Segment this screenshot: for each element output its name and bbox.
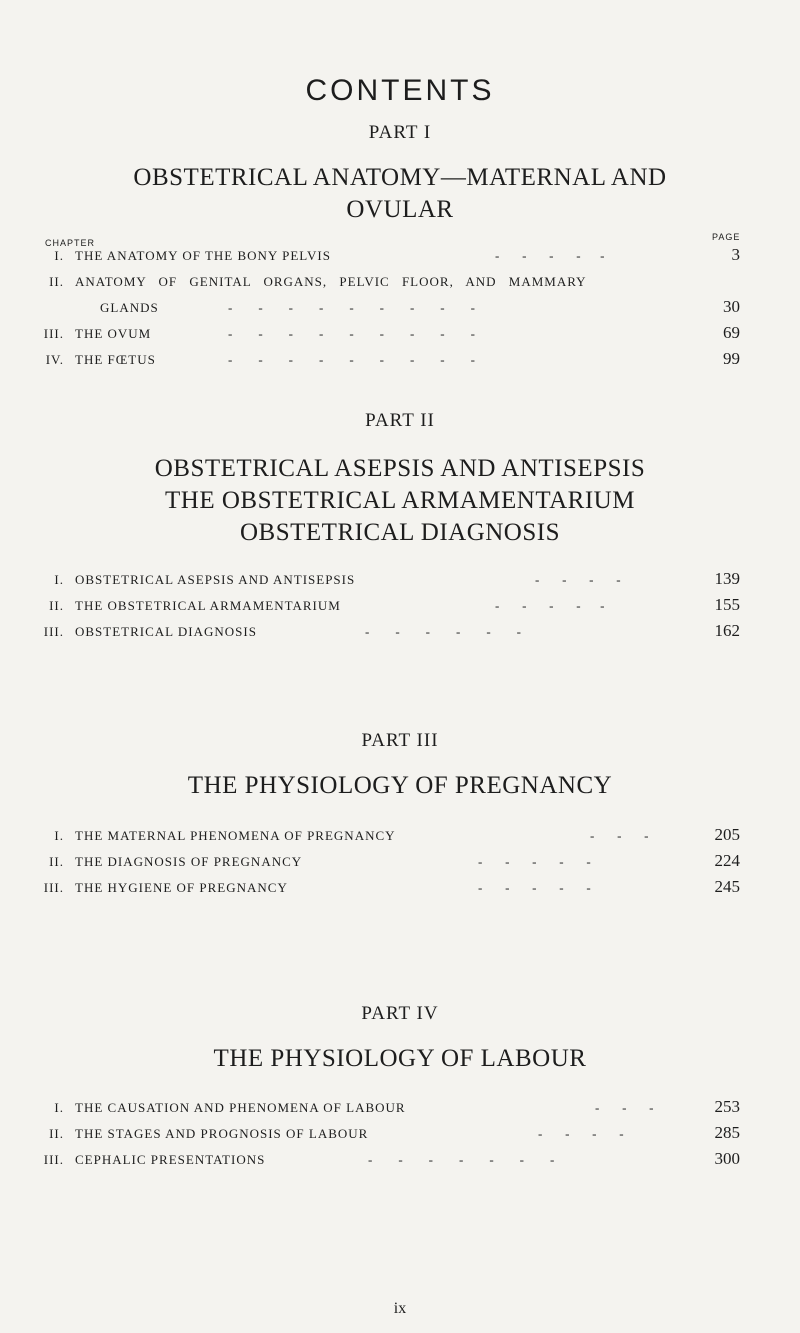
toc-entry[interactable] xyxy=(0,274,800,298)
chapter-number: I. xyxy=(54,1100,64,1115)
toc-entry[interactable] xyxy=(0,349,800,376)
chapter-number: III. xyxy=(43,1152,64,1167)
chapter-title: CEPHALIC PRESENTATIONS xyxy=(75,1152,266,1167)
chapter-number: II. xyxy=(49,274,64,289)
chapter-title: THE OBSTETRICAL ARMAMENTARIUM xyxy=(75,598,341,613)
part-title-line: THE OBSTETRICAL ARMAMENTARIUM xyxy=(165,487,635,514)
chapter-title: THE MATERNAL PHENOMENA OF PREGNANCY xyxy=(75,828,396,843)
page-number: 285 xyxy=(714,1123,740,1142)
toc-entry[interactable] xyxy=(0,595,800,622)
chapter-column-header: CHAPTER xyxy=(45,238,96,248)
chapter-number: I. xyxy=(54,828,64,843)
part-title-line: OVULAR xyxy=(346,196,454,223)
toc-entry[interactable] xyxy=(0,825,800,852)
chapter-title: ANATOMY OF GENITAL ORGANS, PELVIC FLOOR, AND MAMMARY xyxy=(75,274,587,289)
leader-dots: - - - - - - - - - xyxy=(228,300,475,315)
page-number: 205 xyxy=(714,825,740,844)
page-number: 139 xyxy=(714,569,740,588)
page-number: 3 xyxy=(731,245,740,264)
chapter-title: OBSTETRICAL ASEPSIS AND ANTISEPSIS xyxy=(75,572,356,587)
chapter-number: I. xyxy=(54,248,64,263)
page-title: CONTENTS xyxy=(305,74,495,107)
chapter-number: I. xyxy=(54,572,64,587)
part-label: PART I xyxy=(368,122,432,143)
page-number: 245 xyxy=(714,877,740,896)
part-label: PART II xyxy=(365,410,435,431)
chapter-title: THE STAGES AND PROGNOSIS OF LABOUR xyxy=(75,1126,369,1141)
part-title-line: THE PHYSIOLOGY OF LABOUR xyxy=(213,1045,587,1072)
toc-entry[interactable] xyxy=(0,569,800,596)
page-number: 253 xyxy=(714,1097,740,1116)
chapter-title: THE CAUSATION AND PHENOMENA OF LABOUR xyxy=(75,1100,406,1115)
page-number: 155 xyxy=(714,595,740,614)
chapter-title: THE OVUM xyxy=(75,326,152,341)
part-label: PART III xyxy=(361,730,439,751)
leader-dots: - - - - - - xyxy=(365,624,521,639)
toc-entry-continuation[interactable] xyxy=(0,297,800,324)
chapter-title: THE DIAGNOSIS OF PREGNANCY xyxy=(75,854,303,869)
page-number: 99 xyxy=(723,349,740,368)
page-column-header: PAGE xyxy=(712,232,741,242)
toc-entry[interactable] xyxy=(0,1097,800,1124)
chapter-number: III. xyxy=(43,880,64,895)
folio-page-number: ix xyxy=(393,1300,407,1317)
chapter-number: II. xyxy=(49,1126,64,1141)
part-title xyxy=(0,162,800,226)
leader-dots: - - - - - - - - - xyxy=(228,326,475,341)
chapter-number: II. xyxy=(49,598,64,613)
leader-dots: - - - - - - - - - xyxy=(228,352,475,367)
part-title-line: OBSTETRICAL ANATOMY—MATERNAL AND xyxy=(133,164,667,191)
leader-dots: - - - - - - - xyxy=(368,1152,555,1167)
part-title xyxy=(0,453,800,549)
leader-dots: - - - - - xyxy=(495,598,605,613)
page-number: 300 xyxy=(714,1149,740,1168)
toc-entry[interactable] xyxy=(0,323,800,350)
leader-dots: - - - - xyxy=(538,1126,624,1141)
part-title xyxy=(0,1043,800,1075)
page-number: 30 xyxy=(723,297,740,316)
chapter-title: OBSTETRICAL DIAGNOSIS xyxy=(75,624,257,639)
toc-entry[interactable] xyxy=(0,851,800,878)
leader-dots: - - - - xyxy=(535,572,621,587)
toc-entry[interactable] xyxy=(0,1123,800,1150)
toc-entry[interactable] xyxy=(0,245,800,272)
part-title-line: THE PHYSIOLOGY OF PREGNANCY xyxy=(187,772,613,799)
chapter-number: III. xyxy=(43,624,64,639)
leader-dots: - - - xyxy=(595,1100,654,1115)
part-title xyxy=(0,770,800,802)
leader-dots: - - - xyxy=(590,828,649,843)
chapter-number: IV. xyxy=(45,352,64,367)
part-title-line: OBSTETRICAL DIAGNOSIS xyxy=(240,519,560,546)
toc-entry[interactable] xyxy=(0,877,800,904)
page-number: 69 xyxy=(723,323,740,342)
leader-dots: - - - - - xyxy=(478,880,591,895)
chapter-title: THE HYGIENE OF PREGNANCY xyxy=(75,880,288,895)
chapter-number: III. xyxy=(43,326,64,341)
page-number: 162 xyxy=(714,621,740,640)
chapter-title: THE ANATOMY OF THE BONY PELVIS xyxy=(75,248,331,263)
leader-dots: - - - - - xyxy=(478,854,591,869)
toc-entry[interactable] xyxy=(0,621,800,648)
toc-entry[interactable] xyxy=(0,1149,800,1176)
part-label: PART IV xyxy=(361,1003,439,1024)
chapter-title: THE FŒTUS xyxy=(75,352,156,367)
chapter-number: II. xyxy=(49,854,64,869)
leader-dots: - - - - - xyxy=(495,248,605,263)
page-number: 224 xyxy=(714,851,740,870)
part-title-line: OBSTETRICAL ASEPSIS AND ANTISEPSIS xyxy=(154,455,646,482)
chapter-title: GLANDS xyxy=(100,300,159,315)
